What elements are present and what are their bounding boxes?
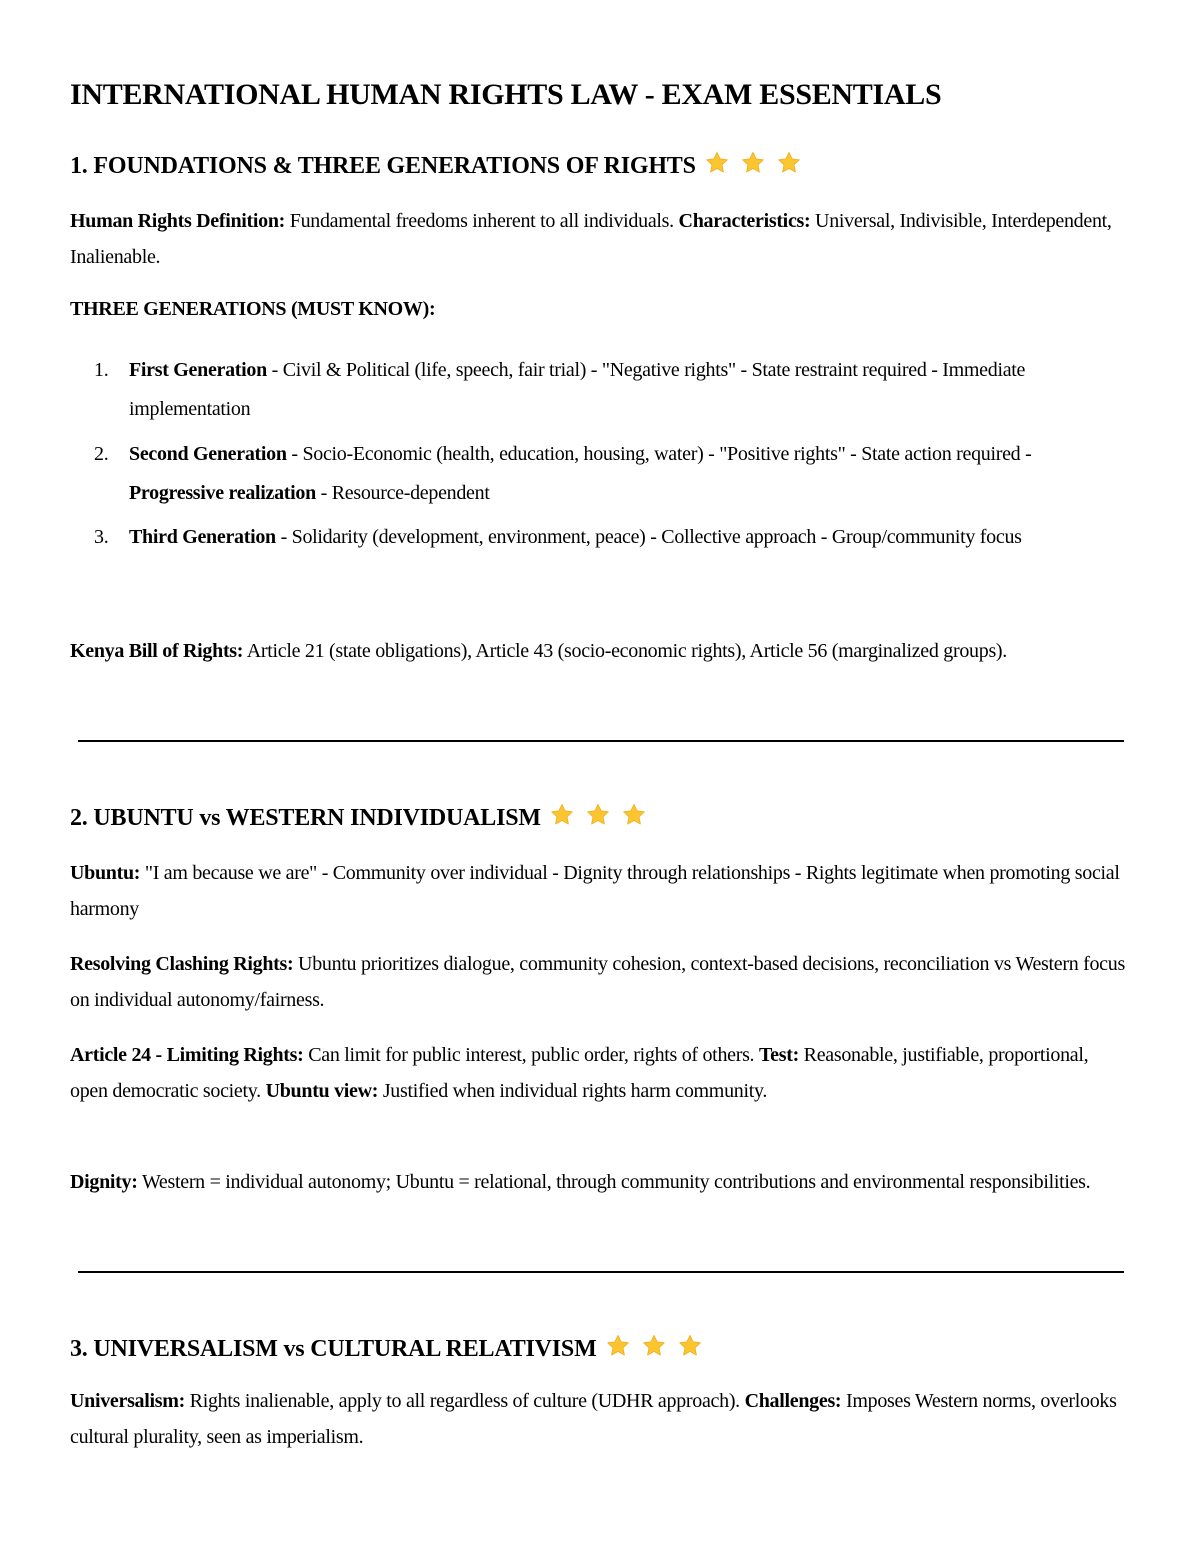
ubuntu-view-text: Justified when individual rights harm community.: [378, 1080, 768, 1102]
progressive-realization-label: Progressive realization: [129, 482, 316, 504]
kenya-label: Kenya Bill of Rights:: [70, 640, 244, 662]
article-24-label: Article 24 - Limiting Rights:: [70, 1044, 304, 1066]
star-icon: [776, 150, 802, 176]
dignity-paragraph: [70, 1164, 1125, 1200]
section-1-heading: [70, 150, 812, 183]
third-generation-label: Third Generation: [129, 526, 276, 548]
list-item-first-generation: [70, 351, 1130, 429]
second-generation-label: Second Generation: [129, 443, 287, 465]
section-1-stars: [704, 150, 812, 183]
list-number: 1.: [94, 359, 109, 381]
star-icon: [740, 150, 766, 176]
list-item-second-generation: [70, 435, 1130, 513]
test-label: Test:: [758, 1044, 799, 1066]
section-3-heading-text: 3. UNIVERSALISM vs CULTURAL RELATIVISM: [70, 1336, 597, 1362]
dignity-text: Western = individual autonomy; Ubuntu = relational, through community contributions and environmental responsibilities.: [137, 1171, 1091, 1193]
section-1-heading-text: 1. FOUNDATIONS & THREE GENERATIONS OF RIGHTS: [70, 153, 696, 179]
test-text: Reasonable, justifiable, proportional, open democratic society.: [70, 1044, 1089, 1102]
star-icon: [621, 802, 647, 828]
challenges-label: Challenges:: [744, 1390, 842, 1412]
list-item-third-generation: [70, 518, 1130, 557]
star-icon: [585, 802, 611, 828]
ubuntu-label: Ubuntu:: [70, 862, 141, 884]
dignity-label: Dignity:: [70, 1171, 138, 1193]
section-2-stars: [549, 802, 657, 835]
article-24-text: Can limit for public interest, public order, rights of others.: [303, 1044, 759, 1066]
list-number: 2.: [94, 443, 109, 465]
generations-heading: THREE GENERATIONS (MUST KNOW):: [70, 298, 436, 320]
characteristics-label: Characteristics:: [678, 210, 811, 232]
third-generation-text: - Solidarity (development, environment, peace) - Collective approach - Group/community focus: [275, 526, 1022, 548]
characteristics-text: Universal, Indivisible, Interdependent, Inalienable.: [70, 210, 1112, 268]
human-rights-definition: [70, 203, 1125, 275]
resolving-text: Ubuntu prioritizes dialogue, community cohesion, context-based decisions, reconciliation vs Western focus on individual autonomy/fairness.: [70, 953, 1125, 1011]
kenya-text: Article 21 (state obligations), Article 43 (socio-economic rights), Article 56 (marginalized groups).: [243, 640, 1007, 662]
ubuntu-definition: [70, 855, 1125, 927]
star-icon: [641, 1333, 667, 1359]
article-24-limiting-rights: [70, 1037, 1125, 1109]
universalism-paragraph: [70, 1383, 1125, 1455]
section-divider: [78, 1271, 1124, 1273]
star-icon: [549, 802, 575, 828]
section-2-heading: [70, 802, 657, 835]
ubuntu-text: "I am because we are" - Community over individual - Dignity through relationships - Rights legitimate when promoting social harmony: [70, 862, 1120, 920]
definition-label: Human Rights Definition:: [70, 210, 286, 232]
resolving-label: Resolving Clashing Rights:: [70, 953, 294, 975]
star-icon: [704, 150, 730, 176]
section-3-heading: [70, 1333, 713, 1366]
definition-text: Fundamental freedoms inherent to all individuals.: [285, 210, 679, 232]
universalism-label: Universalism:: [70, 1390, 185, 1412]
resolving-clashing-rights: [70, 946, 1125, 1018]
star-icon: [605, 1333, 631, 1359]
section-3-stars: [605, 1333, 713, 1366]
challenges-text: Imposes Western norms, overlooks cultural plurality, seen as imperialism.: [70, 1390, 1117, 1448]
universalism-text: Rights inalienable, apply to all regardless of culture (UDHR approach).: [184, 1390, 745, 1412]
section-2-heading-text: 2. UBUNTU vs WESTERN INDIVIDUALISM: [70, 805, 541, 831]
star-icon: [677, 1333, 703, 1359]
ubuntu-view-label: Ubuntu view:: [265, 1080, 379, 1102]
document-title: INTERNATIONAL HUMAN RIGHTS LAW - EXAM ESSENTIALS: [70, 78, 942, 111]
kenya-bill-of-rights: [70, 633, 1125, 669]
first-generation-text: - Civil & Political (life, speech, fair trial) - "Negative rights" - State restraint required - Immediate implementation: [129, 359, 1026, 420]
first-generation-label: First Generation: [129, 359, 267, 381]
list-number: 3.: [94, 526, 109, 548]
section-divider: [78, 740, 1124, 742]
second-generation-text-end: - Resource-dependent: [315, 482, 490, 504]
second-generation-text: - Socio-Economic (health, education, housing, water) - "Positive rights" - State action required -: [286, 443, 1032, 465]
